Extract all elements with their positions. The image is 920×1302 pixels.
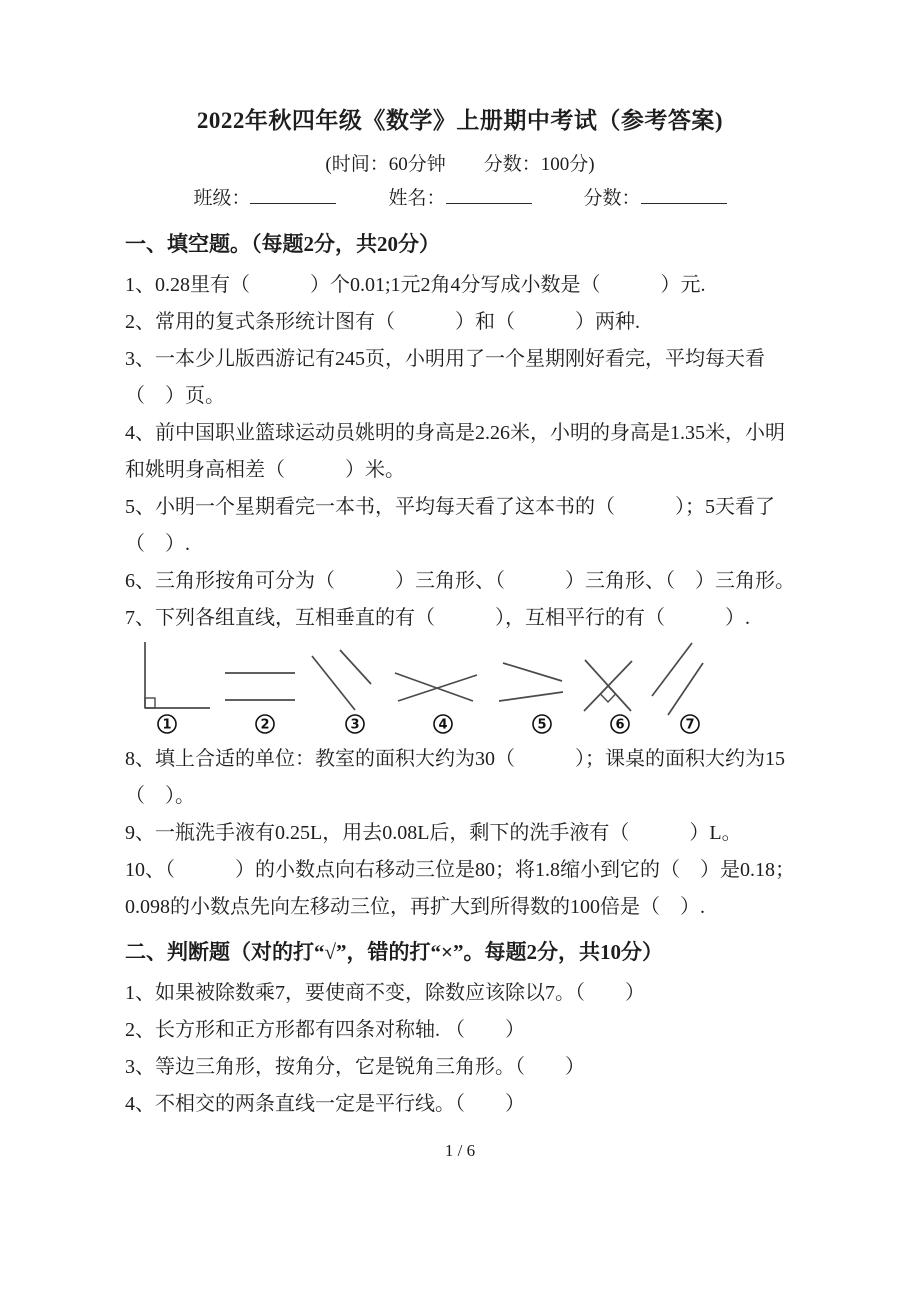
- score-blank-line: [641, 185, 727, 204]
- fill-question-7: 7、下列各组直线，互相垂直的有（ ），互相平行的有（ ）.: [125, 607, 750, 629]
- class-label: 班级：: [193, 188, 251, 209]
- figure-pair-1: [145, 642, 210, 733]
- judge-section-heading: 二、判断题（对的打“√”，错的打“×”。每题2分，共10分）: [125, 940, 663, 964]
- exam-meta-line: (时间：60分钟 分数：100分): [325, 154, 595, 175]
- line-pairs-figure-wrap: [125, 640, 795, 737]
- fill-question-2: 2、常用的复式条形统计图有（ ）和（ ）两种.: [125, 311, 640, 333]
- figure-label-6: 6: [615, 717, 625, 733]
- figure-label-3: 3: [350, 717, 360, 733]
- name-field: [388, 185, 531, 212]
- judge-question-4: 4、不相交的两条直线一定是平行线。（ ）: [125, 1093, 525, 1115]
- judge-question-1: 1、如果被除数乘7，要使商不变，除数应该除以7。（ ）: [125, 982, 645, 1004]
- figure-label-5: 5: [537, 717, 547, 733]
- score-field: [584, 185, 727, 212]
- figure-pair-6: [584, 660, 632, 733]
- figure-pair-2: [225, 673, 295, 733]
- figure-pair-3: [312, 650, 371, 733]
- fill-question-6: 6、三角形按角可分为（ ）三角形、（ ）三角形、（ ）三角形。: [125, 570, 795, 592]
- page-title: 2022年秋四年级《数学》上册期中考试（参考答案): [196, 108, 724, 133]
- page-indicator: 1 / 6: [444, 1141, 476, 1160]
- figure-label-4: 4: [438, 717, 448, 733]
- name-label: 姓名：: [388, 188, 446, 209]
- fill-question-8: 8、填上合适的单位：教室的面积大约为30（ ）；课桌的面积大约为15（ ）。: [125, 748, 785, 807]
- page-footer: [125, 1139, 795, 1163]
- figure-pair-7: [652, 643, 703, 733]
- figure-label-7: 7: [685, 717, 695, 733]
- class-blank-line: [250, 185, 336, 204]
- figure-label-2: 2: [260, 717, 270, 733]
- true-false-section: [125, 936, 795, 1123]
- fill-question-5: 5、小明一个星期看完一本书，平均每天看了这本书的（ ）；5天看了（ ）.: [125, 496, 775, 555]
- judge-question-2: 2、长方形和正方形都有四条对称轴. （ ）: [125, 1019, 525, 1041]
- judge-question-3: 3、等边三角形，按角分，它是锐角三角形。（ ）: [125, 1056, 585, 1078]
- exam-header: [125, 106, 795, 212]
- figure-label-1: 1: [162, 717, 172, 733]
- fill-question-3: 3、一本少儿版西游记有245页，小明用了一个星期刚好看完，平均每天看（ ）页。: [125, 348, 765, 407]
- class-field: [193, 185, 336, 212]
- fill-question-4: 4、前中国职业篮球运动员姚明的身高是2.26米，小明的身高是1.35米，小明和姚明身高相差（ ）米。: [125, 422, 785, 481]
- fill-question-9: 9、一瓶洗手液有0.25L，用去0.08L后，剩下的洗手液有（ ）L。: [125, 822, 742, 844]
- line-pairs-figure: [125, 640, 795, 737]
- fill-in-blanks-section: [125, 228, 795, 926]
- figure-pair-5: [499, 663, 563, 733]
- student-info-row: [125, 185, 795, 212]
- name-blank-line: [446, 185, 532, 204]
- fill-question-1: 1、0.28里有（ ）个0.01;1元2角4分写成小数是（ ）元.: [125, 274, 706, 296]
- score-label: 分数：: [583, 188, 641, 209]
- figure-pair-4: [395, 673, 477, 733]
- fill-question-10: 10、（ ）的小数点向右移动三位是80；将1.8缩小到它的（ ）是0.18；0.098的小数点先向左移动三位，再扩大到所得数的100倍是（ ）.: [125, 859, 795, 918]
- fill-section-heading: 一、填空题。（每题2分，共20分）: [125, 232, 440, 256]
